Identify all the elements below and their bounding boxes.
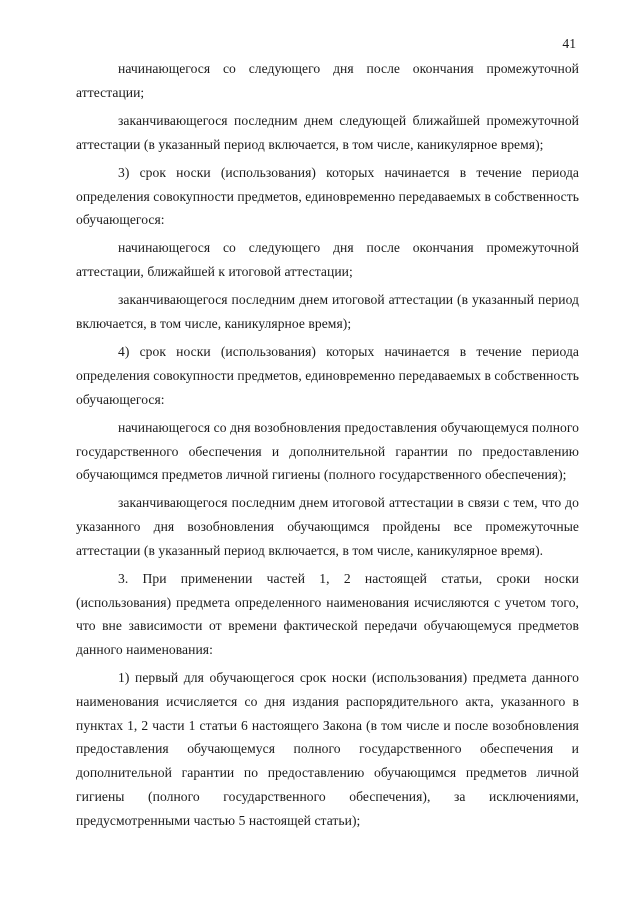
document-body: [76, 57, 579, 837]
paragraph: заканчивающегося последним днем следующей ближайшей промежуточной аттестации (в указанный период включается, в том числе, каникулярное время);: [76, 112, 579, 152]
paragraph: 3. При применении частей 1, 2 настоящей статьи, сроки носки (использования) предмета определенного наименования исчисляются с учетом того, что вне зависимости от времени фактической передачи обучающемуся предметов данного наименования:: [76, 571, 579, 658]
paragraph: заканчивающегося последним днем итоговой аттестации (в указанный период включается, в том числе, каникулярное время);: [76, 292, 579, 332]
paragraph: начинающегося со следующего дня после окончания промежуточной аттестации;: [76, 61, 579, 100]
paragraph: начинающегося со следующего дня после окончания промежуточной аттестации, ближайшей к итоговой аттестации;: [76, 240, 579, 280]
paragraph: 3) срок носки (использования) которых начинается в течение периода определения совокупности предметов, единовременно передаваемых в собственность обучающегося:: [76, 164, 579, 228]
paragraph: 1) первый для обучающегося срок носки (использования) предмета данного наименования исчисляется со дня издания распорядительного акта, указанного в пунктах 1, 2 части 1 статьи 6 настоящего Закона (в том числе и после возобновления предоставления обучающемуся полного государственного обеспечения и дополнительной гарантии по предоставлению обучающимся предметов личной гигиены (полного государственного обеспечения), за исключениями, предусмотренными частью 5 настоящей статьи);: [76, 670, 579, 828]
paragraph: заканчивающегося последним днем итоговой аттестации в связи с тем, что до указанного дня возобновления обучающимся пройдены все промежуточные аттестации (в указанный период включается, в том числе, каникулярное время).: [76, 495, 579, 558]
page-number: 41: [562, 36, 576, 51]
paragraph: начинающегося со дня возобновления предоставления обучающемуся полного государственного обеспечения и дополнительной гарантии по предоставлению обучающимся предметов личной гигиены (полного государственного обеспечения);: [76, 419, 579, 483]
paragraph: 4) срок носки (использования) которых начинается в течение периода определения совокупности предметов, единовременно передаваемых в собственность обучающегося:: [76, 344, 579, 407]
